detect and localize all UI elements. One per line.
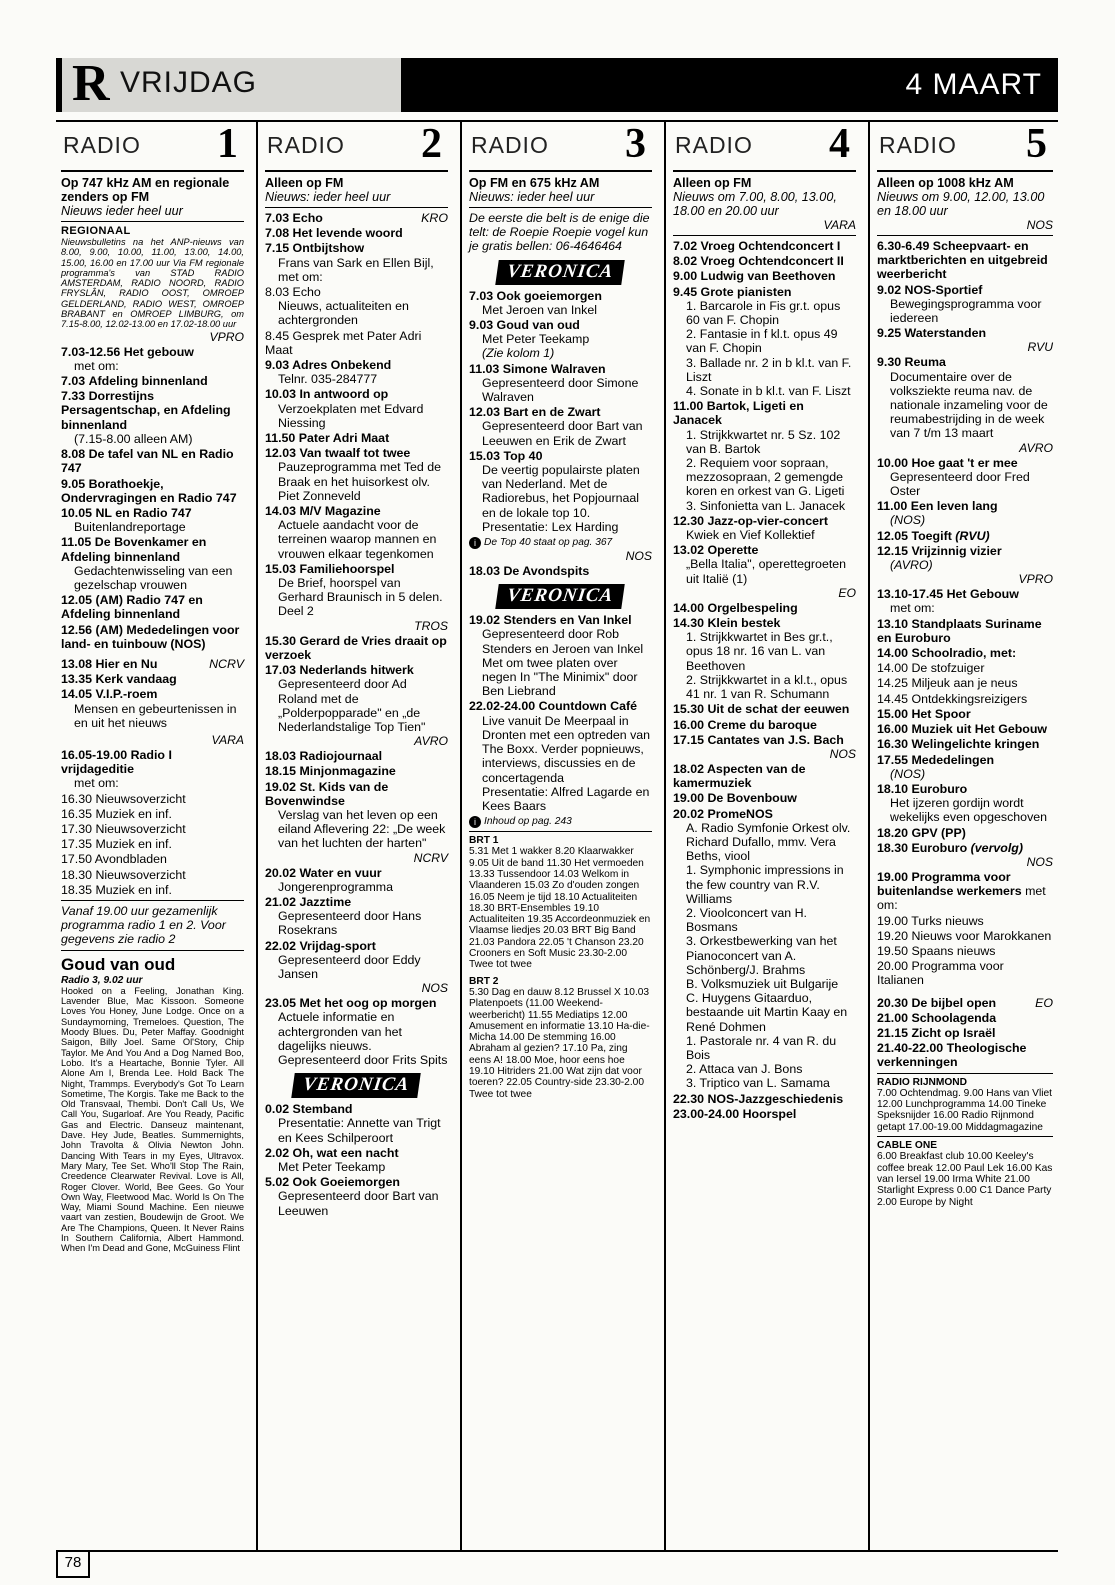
news-info: Nieuws ieder heel uur [61,204,183,218]
page-number: 78 [56,1550,90,1578]
schedule-list-3c: 19.02 Stenders en Van Inkel Gepresenteerd door Rob Stenders en Jeroen van Inkel Met om twee platen over negen In "The Minimix" door Ben Liebrand 22.02-24.00 Countdown Café Live vanuit De Meerpaal in Dronten met een optreden van The Boxx. Verder popnieuws, interviews, discussies en de concertagenda Presentatie: Alfred Lagarde en Kees Baars [469,613,651,813]
news-info: Nieuws om 9.00, 12.00, 13.00 en 18.00 uur [877,190,1045,218]
brt1-title: BRT 1 [469,835,499,847]
schedule-list-5b: 9.30 Reuma Documentaire over de volksziekte reuma nav. de nationale inzameling voor de reumabestrijding in de week van 7 t/m 13 maart [877,355,1048,441]
column-header-3 [469,122,652,172]
frequency-info: Op FM en 675 kHz AM [469,176,600,190]
schedule-list-1c: 16.05-19.00 Radio I vrijdageditie met om: 16.30 Nieuwsoverzicht 16.35 Muziek en inf. 17.30 Nieuwsoverzicht 17.35 Muziek en inf. 17.50 Avondbladen 18.30 Nieuwsoverzicht 18.35 Muziek en inf. [61,747,186,897]
brt2-text: 5.30 Dag en dauw 8.12 Brussel X 10.03 Platenpoets (11.00 Weekend-weerbericht) 11.55 Mediatips 12.00 Amusement en informatie 13.10 Ha-die-Micha 14.00 De stemming 16.00 Abraham al gezien? 17.10 Pa, zing eens A! 18.00 Moe, hoor eens hoe 19.10 Hitriders 21.00 Wat zijn dat voor toeren? 22.05 Country-side 23.30-2.00 Twee tot twee [469,986,650,1100]
note-countdown: i Inhoud op pag. 243 [469,816,652,828]
broadcaster-rvu: RVU [1027,340,1053,355]
rijnmond-text: 7.00 Ochtendmag. 9.00 Hans van Vliet 12.00 Lunchprogramma 14.00 Tineke Speksnijder 16.00 Radio Rijnmond getapt 17.00-19.00 Middagmagazine [877,1087,1052,1133]
station-label: RADIO [471,132,549,158]
broadcaster-nos: NOS [421,981,448,996]
column-header-2 [265,122,448,172]
station-label: RADIO [63,132,141,158]
broadcaster-nos-4: NOS [829,746,856,761]
info-icon: i [469,537,481,549]
note-top40: i De Top 40 staat op pag. 367 [469,537,652,549]
column-radio-2 [260,122,453,1550]
masthead-right [401,58,1058,112]
broadcaster-vpro-5: VPRO [1018,572,1053,587]
schedule-list-5c: 10.00 Hoe gaat 't er mee Gepresenteerd door Fred Oster 11.00 Een leven lang (NOS) 12.05 Toegift (RVU) 12.15 Vrijzinnig vizier (AVRO) [877,455,1030,573]
news-info: Nieuws om 7.00, 8.00, 13.00, 18.00 en 20.00 uur [673,190,837,218]
station-number: 5 [1026,122,1047,167]
schedule-list-5: 6.30-6.49 Scheepvaart- en marktberichten en uitgebreid weerbericht 9.02 NOS-Sportief Bewegingsprogramma voor iedereen 9.25 Waterstanden [877,239,1048,341]
schedule-list-4b: 14.00 Orgelbespeling 14.30 Klein bestek 1. Strijkkwartet in Bes gr.t., opus 18 nr. 16 van L. van Beethoven 2. Strijkkwartet in a kl.t., opus 41 nr. 1 van R. Schumann 15.30 Uit de schat der eeuwen 16.00 Creme du baroque 17.15 Cantates van J.S. Bach [673,600,850,747]
masthead-left [56,55,407,112]
broadcaster-avro: AVRO [414,734,448,749]
broadcaster-vara-4: VARA [823,218,856,232]
schedule-list-1: 7.03-12.56 Het gebouw met om: 7.03 Afdeling binnenland 7.33 Dorrestijns Persagentschap, en Afdeling binnenland (7.15-8.00 alleen AM) 8.08 De tafel van NL en Radio 747 9.05 Borathoekje, Ondervragingen en Radio 747 10.05 NL en Radio 747 Buitenlandreportage 11.05 De Bovenkamer en Afdeling binnenland Gedachtenwisseling van een gezelschap vrouwen 12.05 (AM) Radio 747 en Afdeling binnenland 12.56 (AM) Mededelingen voor land- en tuinbouw (NOS) [61,344,240,651]
station-label: RADIO [267,132,345,158]
regional-text: Nieuwsbulletins na het ANP-nieuws van 8.00, 9.00, 10.00, 11.00, 13.00, 14.00, 15.00, 16.00 en 17.00 uur Via FM regionale programma's van STAD RADIO AMSTERDAM, RADIO NOORD, RADIO FRYSLÂN, RADIO OOST, OMROEP GELDERLAND, RADIO WEST, OMROEP BRABANT en OMROEP LIMBURG, om 7.15-8.00, 12.02-13.00 en 17.02-18.00 uur [61,237,244,330]
brt1-text: 5.31 Met 1 wakker 8.20 Klaarwakker 9.05 Uit de band 11.30 Het vermoeden 13.33 Tussendoor 14.03 Welkom in Vlaanderen 15.03 Zo d'ouden zongen 16.05 Neem je tijd 18.10 Actualiteiten 18.30 BRT-Ensembles 19.10 Actualiteiten 19.35 Accordeonmuziek en Vlaamse liedjes 20.03 BRT Big Band 21.03 Pandora 22.05 't Chanson 23.20 Crooners en Soft Music 23.30-2.00 Twee tot twee [469,846,651,971]
news-info: Nieuws: ieder heel uur [265,190,391,204]
cable-one-text: 6.00 Breakfast club 10.00 Keeley's coffee break 12.00 Paul Lek 16.00 Kas van Iersel 19.00 Irma White 21.00 Starlight Express 0.00 C1 Dance Party 2.00 Europe by Night [877,1151,1053,1208]
schedule-list-5e: 19.00 Programma voor buitenlandse werkemers met om: 19.00 Turks nieuws 19.20 Nieuws voor Marokkanen 19.50 Spaans nieuws 20.00 Programma voor Italianen [877,869,1052,988]
station-number: 4 [829,122,850,167]
station-label: RADIO [675,132,753,158]
column-radio-1 [56,122,249,1550]
broadcaster-vpro: VPRO [209,329,244,344]
veronica-logo: VERONICA [265,1073,448,1098]
goud-van-oud-text: Hooked on a Feeling, Jonathan King. Lavender Blue, Mac Kissoon. Someone Loves You Honey, June Lodge. Once on a Sundaymorning, Tremeloes. Question, The Moody Blues. Du, Peter Maffay. Goodnight Saigon, Billy Joel. Same Ol'Story, Chip Taylor. Me And You And a Dog Named Boo, Lobo. It's a Heartache, Bonnie Tyler. All Alone Am I, Brenda Lee. Hold Back The Night, Trammps. Everybody's Got To Learn Sometime, The Korgis. Take me Back to the Old Transvaal, Thembi. Don't Call Us, We Call You, Sugarloaf. Are You Ready, Pacific Gas and Electric. Danseuz maintenant, Dave. Hey Jude, Beatles. Summernights, John Travolta & Olivia Newton John. Dancing With Tears in my Eyes, Ultravox. Mary Mary, Tee Set. Who'll Stop The Rain, Creedence Clearwater Revival. Love is All, Roger Clover. World, Bee Gees. Go Your Own Way, Fleetwood Mac. World Is On The Way, Miami Sound Machine. Een nieuwe vaart van zestien, Boudewijn de Groot. We Are The Champions, Queen. It Never Rains In Southern California, Albert Hammond. When I'm Dead and Gone, McGuiness Flint [61,985,244,1254]
schedule-list-3: 7.03 Ook goeiemorgen Met Jeroen van Inkel 9.03 Goud van oud Met Peter Teekamp (Zie kolom 1) 11.03 Simone Walraven Gepresenteerd door Simone Walraven 12.03 Bart en de Zwart Gepresenteerd door Bart van Leeuwen en Erik de Zwart 15.03 Top 40 De veertig populairste platen van Nederland. Met de Radiorebus, het Popjournaal en de lokale top 10. Presentatie: Lex Harding [469,288,643,534]
schedule-list-2e: 23.05 Met het oog op morgen Actuele informatie en achtergronden van het dagelijks nieuws. Gepresenteerd door Frits Spits [265,996,448,1067]
day-label: VRIJDAG [120,66,258,99]
station-label: RADIO [879,132,957,158]
broadcaster-nos-5b: NOS [1026,854,1053,869]
logo-letter: R [72,55,108,112]
broadcaster-vara: VARA [211,732,244,747]
column-radio-3 [464,122,657,1550]
brt2-title: BRT 2 [469,975,499,987]
info-icon: i [469,816,481,828]
schedule-list-1b: 13.08 Hier en Nu NCRV 13.35 Kerk vandaag 14.05 V.I.P.-roem Mensen en gebeurtenissen in en uit het nieuws [61,656,244,730]
columns-container [56,120,1058,1552]
column-radio-5 [872,122,1058,1550]
rijnmond-title: RADIO RIJNMOND [877,1076,967,1088]
schedule-list-2c: 18.03 Radiojournaal 18.15 Minjonmagazine 19.02 St. Kids van de Bovenwindse Verslag van het leven op een eiland Aflevering 22: „De week van het luchten der harten" [265,749,446,851]
veronica-logo-1: VERONICA [469,260,652,285]
combined-note: Vanaf 19.00 uur gezamenlijk programma radio 1 en 2. Voor gegevens zie radio 2 [61,903,226,947]
regional-title: REGIONAAL [61,225,131,237]
schedule-list-3b: 18.03 De Avondspits [469,564,590,579]
schedule-list-5f: 20.30 De bijbel open EO 21.00 Schoolagenda 21.15 Zicht op Israël 21.40-22.00 Theologische verkenningen [877,995,1053,1070]
station-number: 3 [625,122,646,167]
column-header-1 [61,122,244,172]
schedule-list-5d: 13.10-17.45 Het Gebouw met om: 13.10 Standplaats Suriname en Euroburo 14.00 Schoolradio, met: 14.00 De stofzuiger 14.25 Miljeuk aan je neus 14.45 Ontdekkingsreizigers 15.00 Het Spoor 16.00 Muziek uit Het Gebouw 16.30 Welingelichte kringen 17.55 Mededelingen (NOS) 18.10 Euroburo Het ijzeren gordijn wordt wekelijks even opgeschoven 18.20 GPV (PP) 18.30 Euroburo (vervolg) [877,587,1048,855]
goud-van-oud-sub: Radio 3, 9.02 uur [61,974,143,986]
schedule-list-2b: 15.30 Gerard de Vries draait op verzoek 17.03 Nederlands hitwerk Gepresenteerd door Ad Roland met de „Polderpopparade" en „de Nederlandstalige Top Tien" [265,633,447,734]
frequency-info: Alleen op FM [265,176,344,190]
frequency-info: Alleen op FM [673,176,752,190]
broadcaster-nos-5: NOS [1026,218,1053,232]
broadcaster-ncrv: NCRV [413,850,448,865]
masthead [56,55,1058,112]
cable-one-title: CABLE ONE [877,1140,937,1152]
column-radio-4 [668,122,861,1550]
frequency-info: Op 747 kHz AM en regionale zenders op FM [61,176,230,204]
schedule-list-4: 7.02 Vroeg Ochtendconcert I 8.02 Vroeg Ochtendconcert II 9.00 Ludwig van Beethoven 9.45 Grote pianisten 1. Barcarole in Fis gr.t. opus 60 van F. Chopin 2. Fantasie in f kl.t. opus 49 van F. Chopin 3. Ballade nr. 2 in b kl.t. van F. Liszt 4. Sonate in b kl.t. van F. Liszt 11.00 Bartok, Ligeti en Janacek 1. Strijkkwartet nr. 5 Sz. 102 van B. Bartok 2. Requiem voor sopraan, mezzosopraan, 2 gemengde koren en orkest van G. Ligeti 3. Sinfonietta van L. Janacek 12.30 Jazz-op-vier-concert Kwiek en Vief Kollektief 13.02 Operette „Bella Italia", operettegroeten uit Italië (1) [673,239,852,586]
intro-text: De eerste die belt is de enige die telt: de Roepie Roepie vogel kun je gratis bellen: 06-4646464 [469,211,650,254]
date-label: 4 MAART [905,68,1042,101]
station-number: 1 [217,122,238,167]
column-header-5 [877,122,1053,172]
schedule-list-2f: 0.02 Stemband Presentatie: Annette van Trigt en Kees Schilperoort 2.02 Oh, wat een nacht Met Peter Teekamp 5.02 Ook Goeiemorgen Gepresenteerd door Bart van Leeuwen [265,1102,441,1218]
schedule-list-2d: 20.02 Water en vuur Jongerenprogramma 21.02 Jazztime Gepresenteerd door Hans Rosekrans 22.02 Vrijdag-sport Gepresenteerd door Eddy Jansen [265,865,422,981]
station-number: 2 [421,122,442,167]
schedule-list-2: 7.03 Echo KRO 7.08 Het levende woord 7.15 Ontbijtshow Frans van Sark en Ellen Bijl, met om: 8.03 Echo Nieuws, actualiteiten en achtergronden 8.45 Gesprek met Pater Adri Maat 9.03 Adres Onbekend Telnr. 035-284777 10.03 In antwoord op Verzoekplaten met Edvard Niessing 11.50 Pater Adri Maat 12.03 Van twaalf tot twee Pauzeprogramma met Ted de Braak en het huisorkest olv. Piet Zonneveld 14.03 M/V Magazine Actuele aandacht voor de terreinen waarop mannen en vrouwen elkaar tegenkomen 15.03 Familiehoorspel De Brief, hoorspel van Gerhard Braunisch in 5 delen. Deel 2 [265,211,448,619]
broadcaster-nos-3: NOS [625,549,652,564]
broadcaster-eo: EO [838,585,856,600]
schedule-list-4c: 18.02 Aspecten van de kamermuziek 19.00 De Bovenbouw 20.02 PromeNOS A. Radio Symfonie Orkest olv. Richard Dufallo, mmv. Vera Beths, viool 1. Symphonic impressions in the few country van R.V. Williams 2. Vioolconcert van H. Bosmans 3. Orkestbewerking van het Pianoconcert van A. Schönberg/J. Brahms B. Volksmuziek uit Bulgarije C. Huygens Gitaarduo, bestaande uit Martin Kaay en René Dohmen 1. Pastorale nr. 4 van R. du Bois 2. Attaca van J. Bons 3. Triptico van L. Samama 22.30 NOS-Jazzgeschiedenis 23.00-24.00 Hoorspel [673,761,851,1121]
news-info: Nieuws: ieder heel uur [469,190,595,204]
broadcaster-tros: TROS [414,618,448,633]
broadcaster-avro-5: AVRO [1019,440,1053,455]
veronica-logo-2: VERONICA [469,584,652,609]
column-header-4 [673,122,856,172]
frequency-info: Alleen op 1008 kHz AM [877,176,1014,190]
goud-van-oud-title: Goud van oud [61,954,176,974]
